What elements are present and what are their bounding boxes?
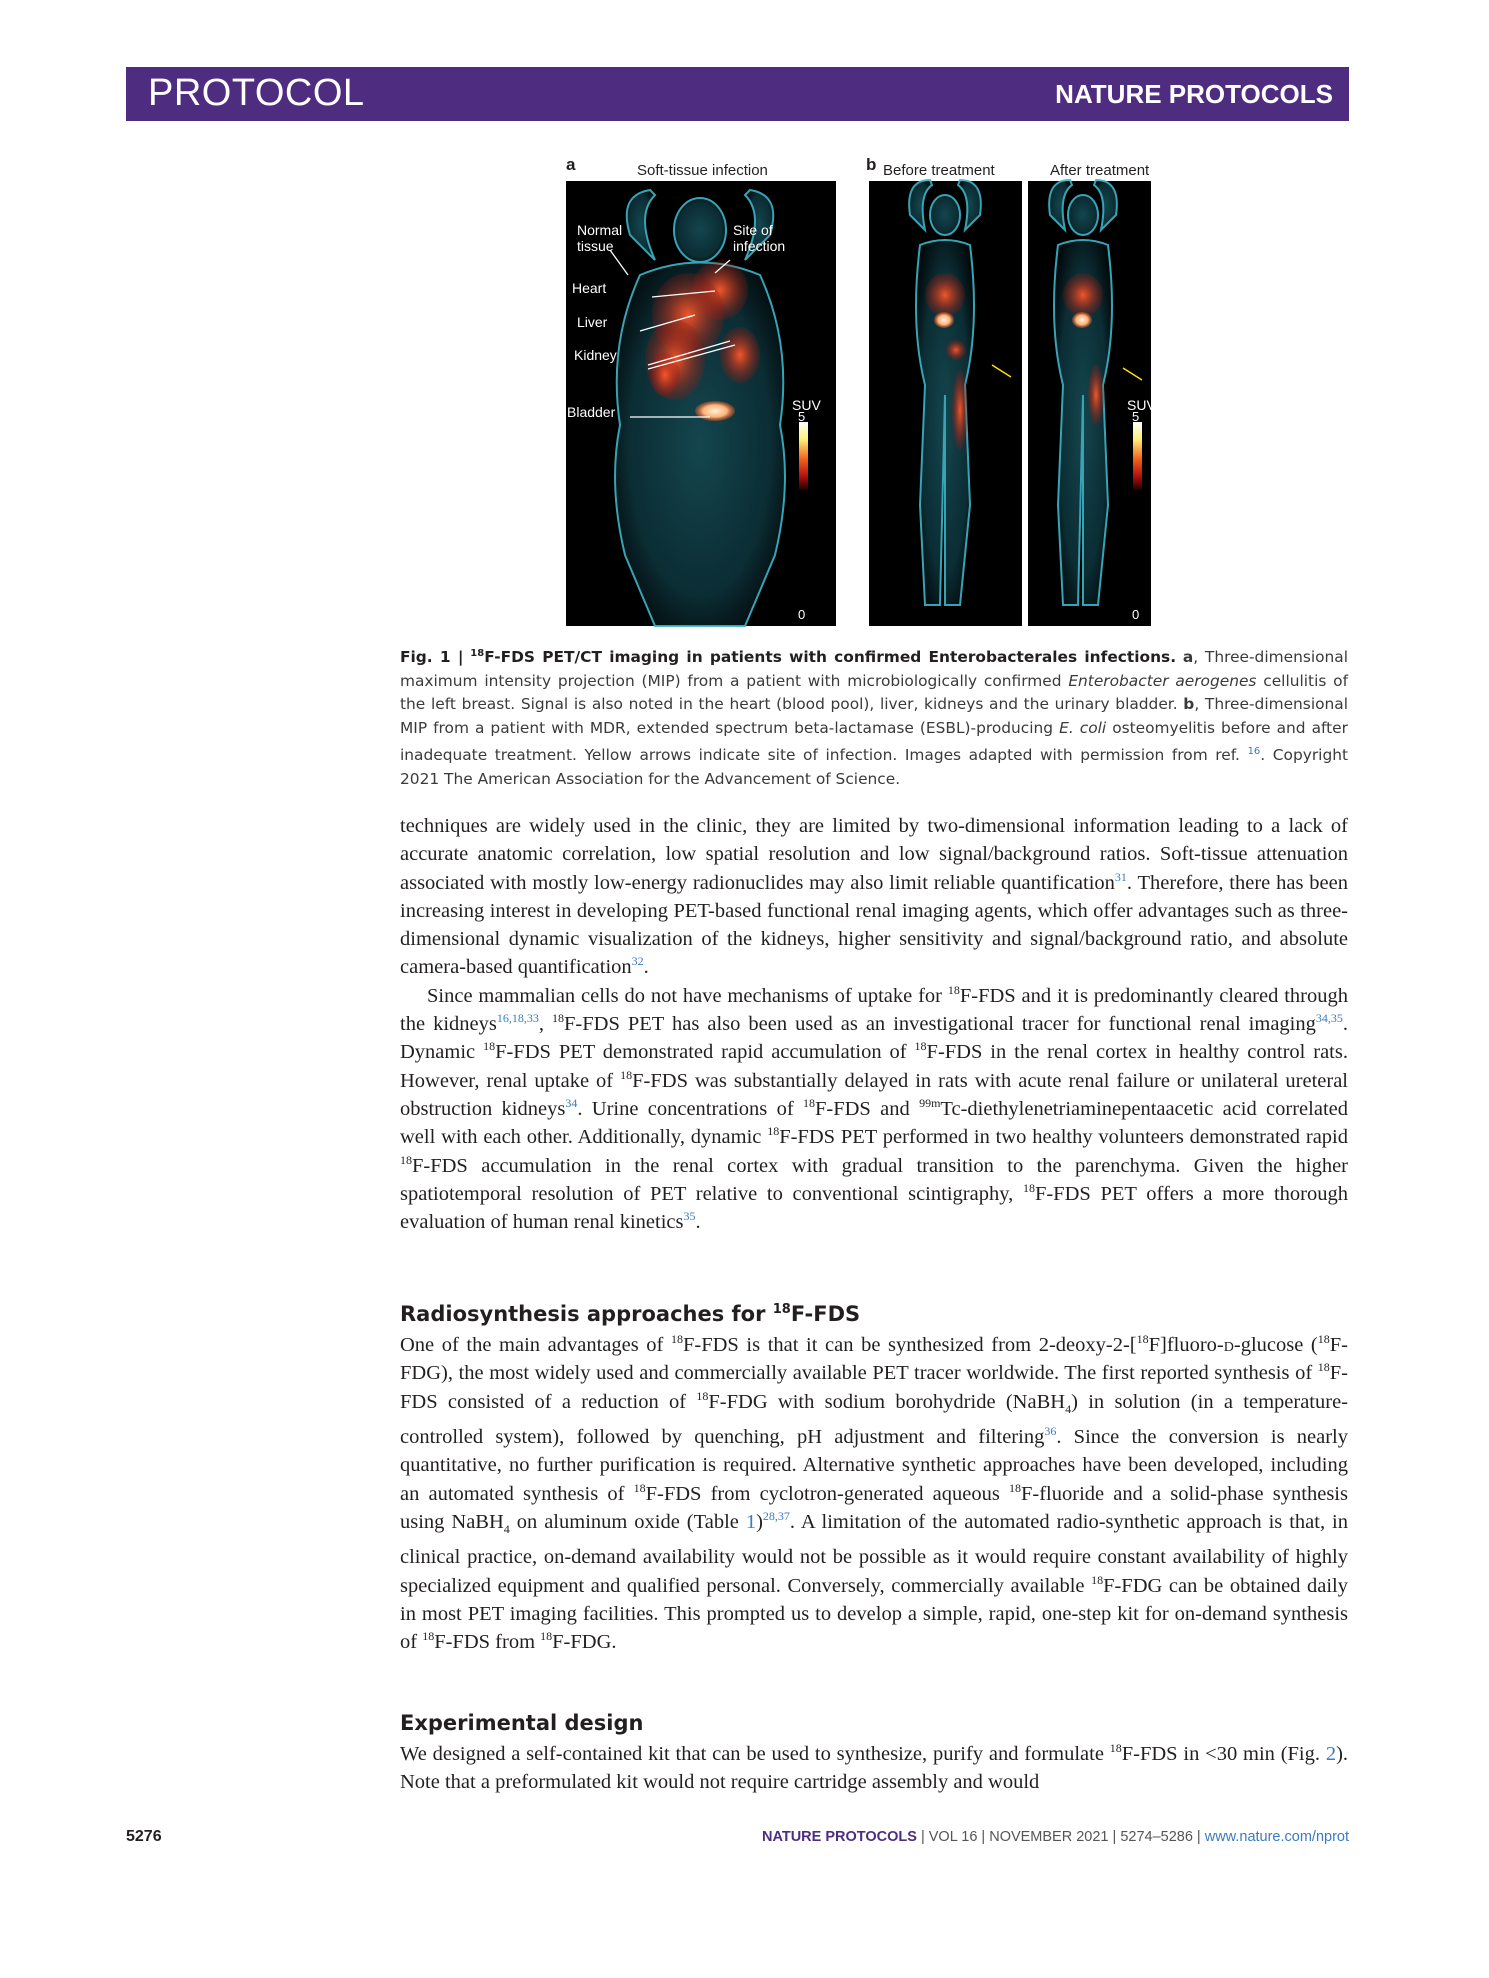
footer-date: NOVEMBER 2021 [989,1829,1109,1845]
table-link[interactable]: 1 [745,1510,757,1533]
label-heart: Heart [572,280,607,296]
caption-a-italic: Enterobacter aerogenes [1068,671,1257,690]
label-infection: infection [733,238,786,254]
label-liver: Liver [577,314,608,330]
paragraph: One of the main advantages of $^{18}$F-FDS is that it can be synthesized from 2-deoxy-2-[$^{18}$F]fluoro-d-glucose ($^{18}$F-FDG), the most widely used and commercially available PET tracer worldwide. The first reported synthesis of $^{18}$F-FDS consisted of a reduction of $^{18}$F-FDG with sodium borohydride (NaBH$_4$) in solution (in a temperature-controlled system), followed by quenching, pH adjustment and filtering$^{36}$. Since the conversion is nearly quantitative, no further purification is required. Alternative synthetic approaches have been developed, including an automated synthesis of $^{18}$F-FDS from cyclotron-generated aqueous $^{18}$F-fluoride and a solid-phase synthesis using NaBH$_4$ on aluminum oxide (Table 1)$^{28,37}$. A limitation of the automated radio-synthetic approach is that, in clinical practice, on-demand availability would not be possible as it would require constant availability of highly specialized equipment and qualified personal. Conversely, commercially available $^{18}$F-FDG can be obtained daily in most PET imaging facilities. This prompted us to develop a simple, rapid, one-step kit for on-demand synthesis of $^{18}$F-FDS from $^{18}$F-FDG. [400,1332,1348,1654]
label-bladder: Bladder [567,404,616,420]
section-heading-experimental-design: Experimental design [400,1711,644,1735]
ref-link[interactable]: 28,37 [762,1509,790,1524]
figure-caption [400,642,1348,791]
body-section-3 [400,1740,1348,1797]
ref-link[interactable]: 34,35 [1315,1011,1343,1026]
colorbar-b-min: 0 [1132,607,1140,622]
footer-pages: 5274–5286 [1120,1829,1193,1845]
caption-b-text2: osteomyelitis before and after inadequate treatment. Yellow arrows indicate site of infection. Images adapted with permission from ref. [400,718,1348,765]
figure-link[interactable]: 2 [1325,1743,1337,1765]
ref-link[interactable]: 34 [565,1096,578,1111]
caption-fignum: Fig. 1 | [400,648,464,667]
pet-images [560,155,1190,630]
label-site-of: Site of [733,222,773,238]
panel-b-letter: b [866,155,877,174]
running-header [126,67,1349,121]
page-number: 5276 [126,1828,162,1845]
ref-link[interactable]: 35 [683,1209,696,1224]
body-section-1 [400,812,1348,1236]
footer-journal: NATURE PROTOCOLS [761,1829,917,1845]
ref-link[interactable]: 32 [631,954,644,969]
panel-a-title: Soft-tissue infection [637,162,768,179]
caption-sup: 18 [470,648,485,659]
ref-link[interactable]: 16,18,33 [496,1011,539,1026]
body-section-2 [400,1331,1348,1656]
label-kidney: Kidney [574,347,617,363]
journal-name: NATURE PROTOCOLS [1055,79,1333,109]
colorbar-b-label: SUV [1127,397,1156,413]
caption-b-italic: E. coli [1059,718,1107,737]
caption-b-text: , Three-dimensional MIP from a patient with MDR, extended spectrum beta-lactamase (ESBL)-producing [400,695,1348,737]
paragraph: techniques are widely used in the clinic, they are limited by two-dimensional information leading to a lack of accurate anatomic correlation, low spatial resolution and low signal/background ratios. Soft-tissue attenuation associated with mostly low-energy radionuclides may also limit reliable quantification$^{31}$. Therefore, there has been increasing interest in developing PET-based functional renal imaging agents, which offer advantages such as three-dimensional dynamic visualization of the kidneys, higher sensitivity and signal/background ratio, and absolute camera-based quantification$^{32}$. [400,815,1348,979]
caption-a-text2: cellulitis of the left breast. Signal is also noted in the heart (blood pool), liver, kidneys and the urinary bladder. [400,671,1348,714]
footer-citation: NATURE PROTOCOLS | VOL 16 | NOVEMBER 2021 | 5274–5286 | www.nature.com/nprot [761,1829,1349,1845]
colorbar-a-max: 5 [798,409,806,424]
panel-b-before-title: Before treatment [883,162,995,179]
ref-link[interactable]: 36 [1044,1424,1057,1439]
panel-b-before-image [869,180,1022,626]
colorbar-b-max: 5 [1132,409,1140,424]
paragraph: Since mammalian cells do not have mechanisms of uptake for $^{18}$F-FDS and it is predominantly cleared through the kidneys$^{16,18,33}$, $^{18}$F-FDS PET has also been used as an investigational tracer for functional renal imaging$^{34,35}$. Dynamic $^{18}$F-FDS PET demonstrated rapid accumulation of $^{18}$F-FDS in the renal cortex in healthy control rats. However, renal uptake of $^{18}$F-FDS was substantially delayed in rats with acute renal failure or unilateral ureteral obstruction kidneys$^{34}$. Urine concentrations of $^{18}$F-FDS and $^{99m}$Tc-diethylenetriaminepentaacetic acid correlated well with each other. Additionally, dynamic $^{18}$F-FDS PET performed in two healthy volunteers demonstrated rapid $^{18}$F-FDS accumulation in the renal cortex with gradual transition to the parenchyma. Given the higher spatiotemporal resolution of PET relative to conventional scintigraphy, $^{18}$F-FDS PET offers a more thorough evaluation of human renal kinetics$^{35}$. [400,982,1348,1234]
label-tissue: tissue [577,238,614,254]
paragraph: We designed a self-contained kit that can be used to synthesize, purify and formulate $^{18}$F-FDS in <30 min (Fig. 2). Note that a preformulated kit would not require cartridge assembly and would [400,1741,1349,1794]
colorbar-a-label: SUV [792,397,821,413]
caption-copyright: . Copyright 2021 The American Association for the Advancement of Science. [400,746,1348,788]
label-normal: Normal [577,222,623,238]
caption-a-letter: a [1182,648,1194,667]
colorbar-a-min: 0 [798,607,806,622]
section-heading-radiosynthesis: Radiosynthesis approaches for $^{18}$F-FDS [400,1302,861,1326]
section-label: PROTOCOL [148,72,365,114]
caption-title: F-FDS PET/CT imaging in patients with confirmed Enterobacterales infections. [484,648,1177,667]
caption-a-text: , Three-dimensional maximum intensity projection (MIP) from a patient with microbiologically confirmed [400,648,1348,690]
figure-1 [560,155,1190,630]
panel-b-after-title: After treatment [1050,162,1150,179]
footer-volume: VOL 16 [928,1829,978,1845]
caption-b-letter: b [1183,695,1195,714]
footer-url-link[interactable]: www.nature.com/nprot [1204,1829,1349,1845]
caption-ref-link[interactable]: 16 [1247,746,1261,758]
panel-a-letter: a [566,155,576,174]
ref-link[interactable]: 31 [1114,869,1127,884]
